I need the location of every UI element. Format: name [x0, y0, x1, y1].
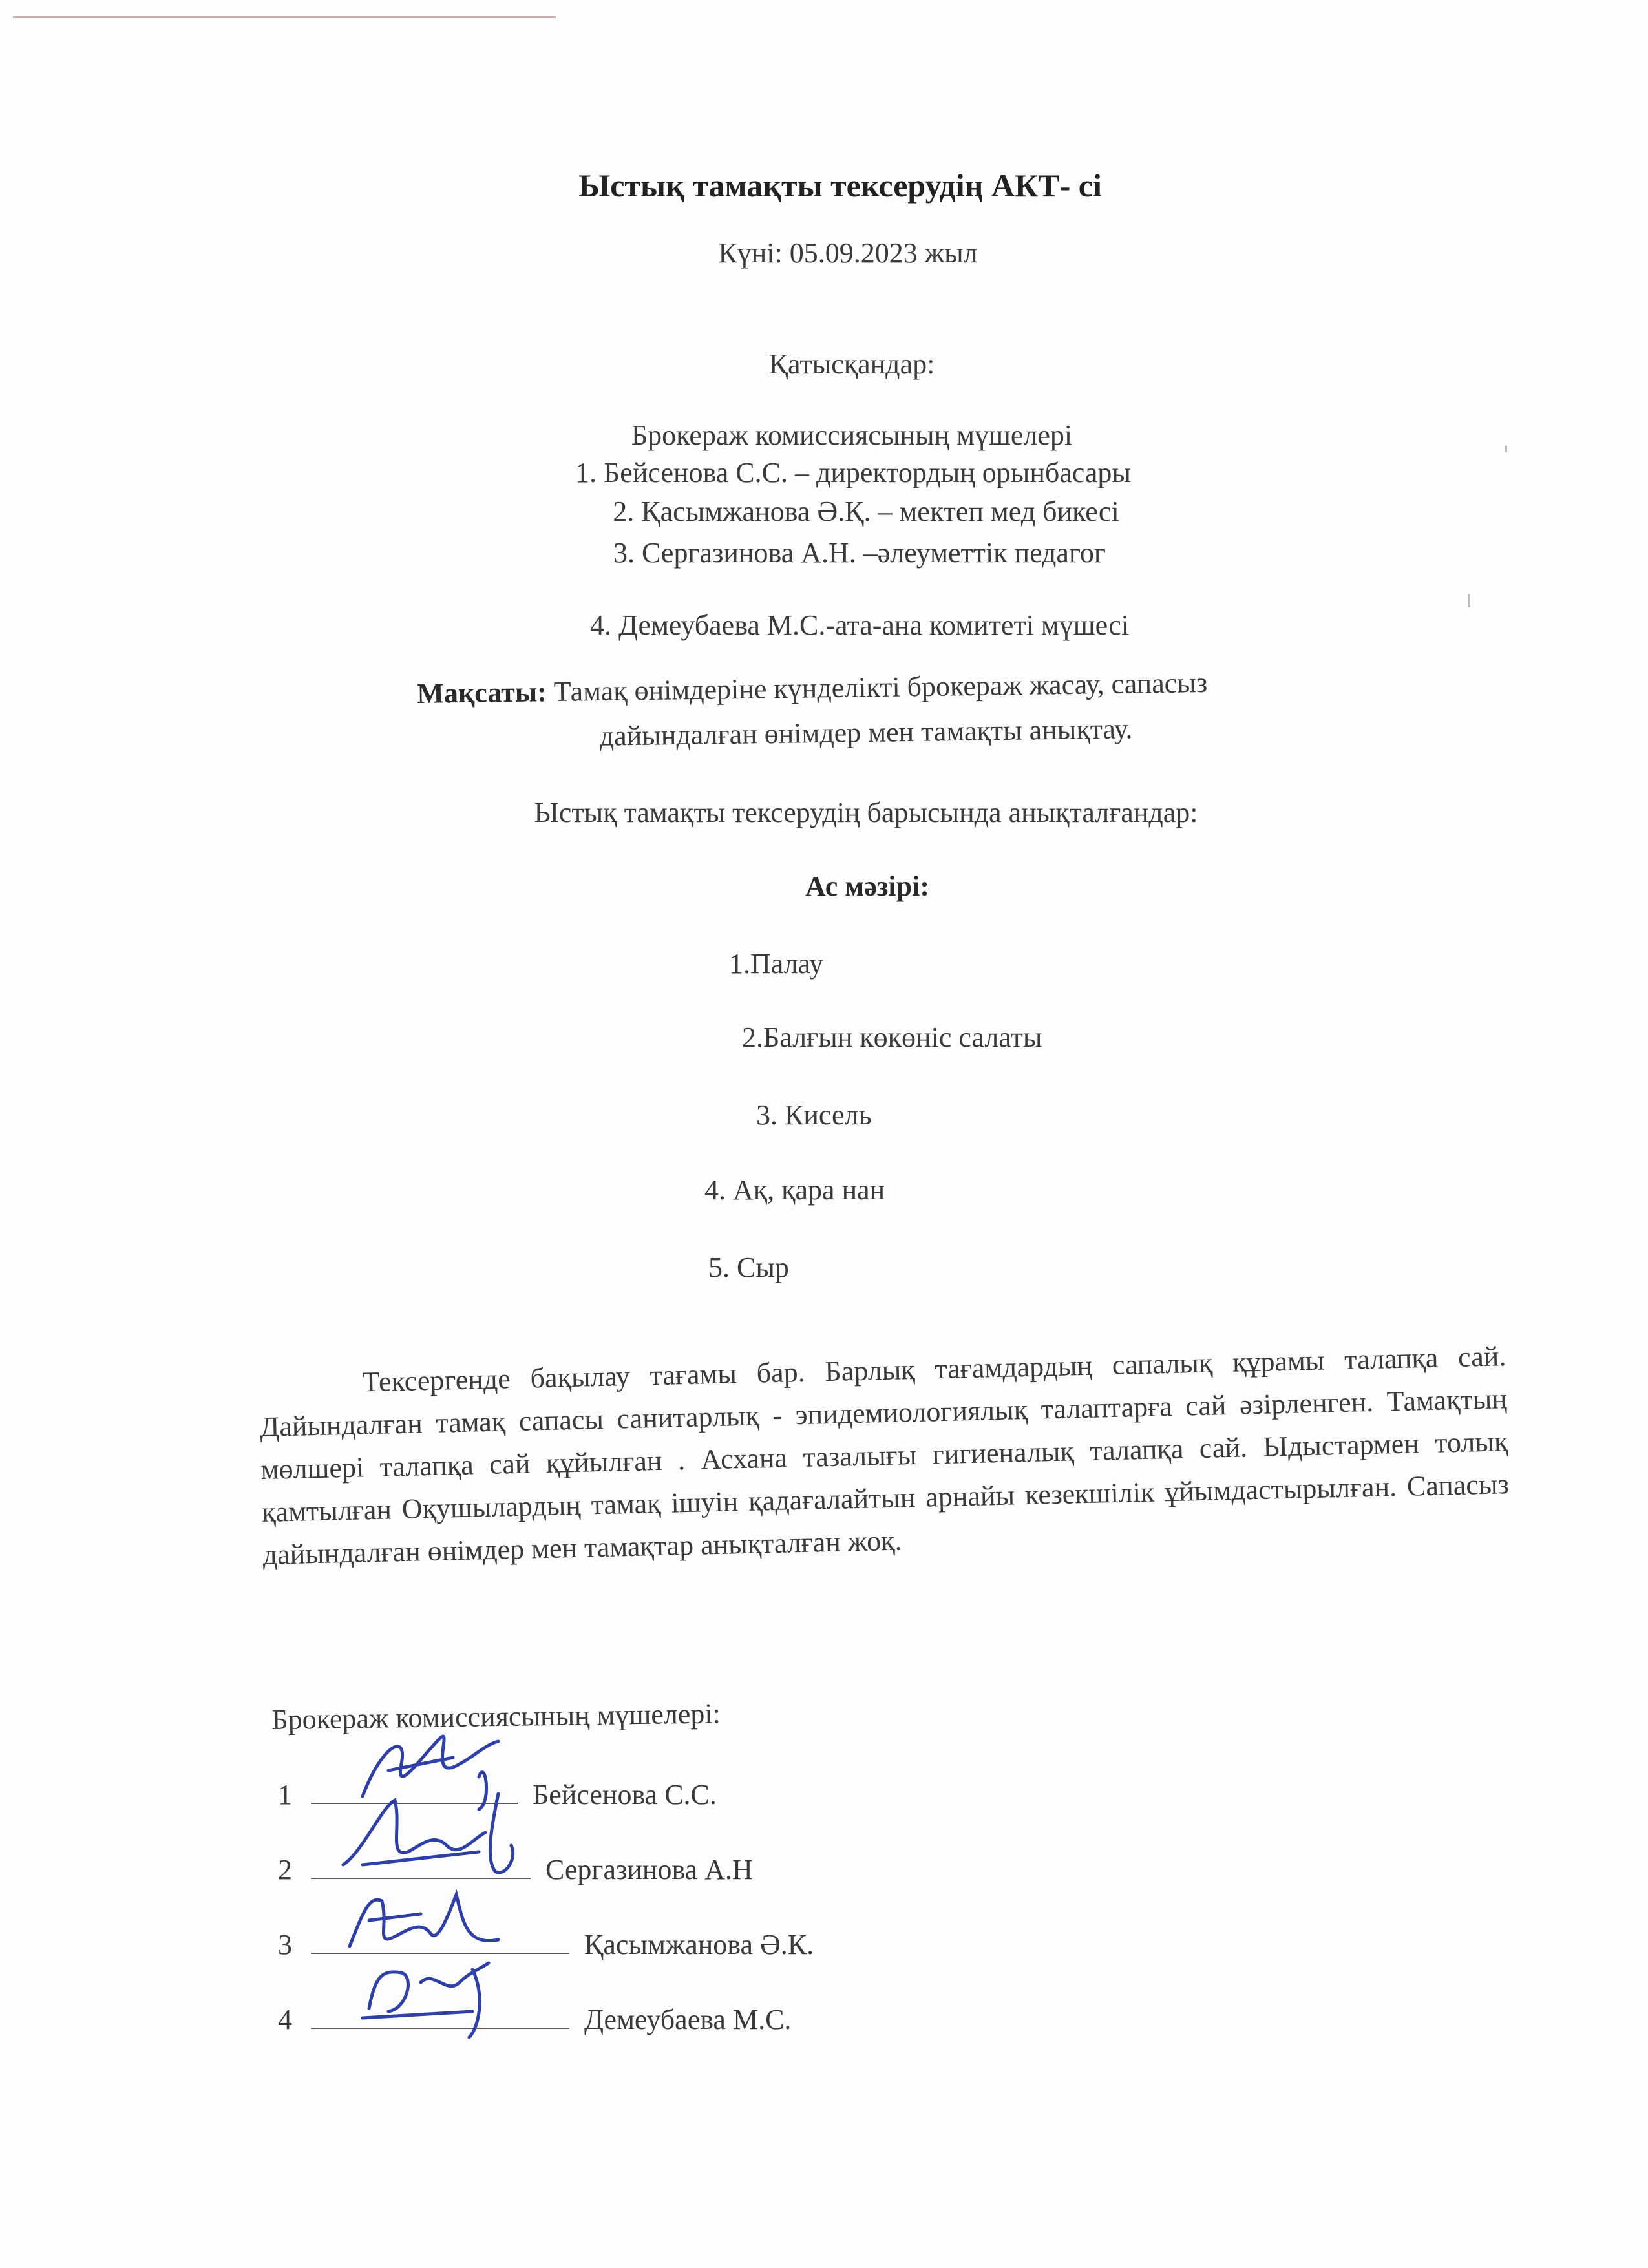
signature-number: 3: [278, 1929, 292, 1960]
menu-item-3: 3. Кисель: [756, 1099, 872, 1131]
participants-heading: Қатысқандар:: [768, 348, 935, 380]
menu-item-1: 1.Палау: [729, 948, 823, 980]
goal-text-2: дайындалған өнімдер мен тамақты анықтау.: [599, 713, 1133, 752]
menu-item-2: 2.Балғын көкөніс салаты: [742, 1022, 1042, 1053]
signature-number: 1: [278, 1779, 292, 1811]
findings-heading: Ыстық тамақты тексерудің барысында анықталғандар:: [534, 797, 1198, 828]
signature-scribble-4: [324, 1944, 518, 2041]
commission-heading: Брокераж комиссиясының мүшелері: [631, 419, 1073, 451]
signature-name-2: Сергазинова А.Н: [545, 1854, 753, 1885]
menu-item-5: 5. Сыр: [708, 1252, 789, 1283]
member-3: 3. Сергазинова А.Н. –әлеуметтік педагог: [613, 537, 1106, 569]
goal-label: Мақсаты:: [417, 676, 547, 709]
menu-item-4: 4. Ақ, қара нан: [704, 1174, 885, 1206]
signature-name-3: Қасымжанова Ә.К.: [584, 1929, 814, 1960]
scan-speck: [1468, 594, 1470, 607]
scan-speck: [1505, 446, 1507, 452]
signature-number: 2: [278, 1854, 292, 1885]
member-1: 1. Бейсенова С.С. – директордың орынбасары: [575, 457, 1131, 488]
menu-heading: Ас мәзірі:: [805, 870, 929, 902]
signatures-heading: Брокераж комиссиясының мүшелері:: [271, 1697, 721, 1736]
signature-row-4: [278, 2003, 791, 2036]
goal-line-1: [417, 666, 1207, 710]
signature-name-4: Демеубаева М.С.: [584, 2004, 792, 2035]
signature-number: 4: [278, 2004, 292, 2035]
document-title: Ыстық тамақты тексерудің АКТ- сі: [578, 167, 1102, 204]
signature-name-1: Бейсенова С.С.: [533, 1779, 717, 1811]
signature-line: [311, 2008, 569, 2029]
member-4: 4. Демеубаева М.С.-ата-ана комитеті мүшесі: [589, 609, 1130, 641]
date-line: Күні: 05.09.2023 жыл: [718, 237, 978, 269]
scan-edge-line: [13, 16, 556, 18]
member-2: 2. Қасымжанова Ә.Қ. – мектеп мед бикесі: [613, 496, 1119, 527]
goal-text-1: Тамақ өнімдеріне күнделікті брокераж жасау, сапасыз: [546, 666, 1208, 708]
findings-paragraph: Тексергенде бақылау тағамы бар. Барлық тағамдардың сапалық құрамы талапқа сай. Дайындалған тамақ сапасы санитарлық - эпидемиологиялық талаптарға сай әзірленген. Тамақтың мөлшері талапқа сай құйылған . Асхана тазалығы гигиеналық талапқа сай. Ыдыстармен толық қамтылған Оқушылардың тамақ ішуін қадағалайтын арнайы кезекшілік ұйымдастырылған. Сапасыз дайындалған өнімдер мен тамақтар анықталған жоқ.: [259, 1340, 1510, 1571]
